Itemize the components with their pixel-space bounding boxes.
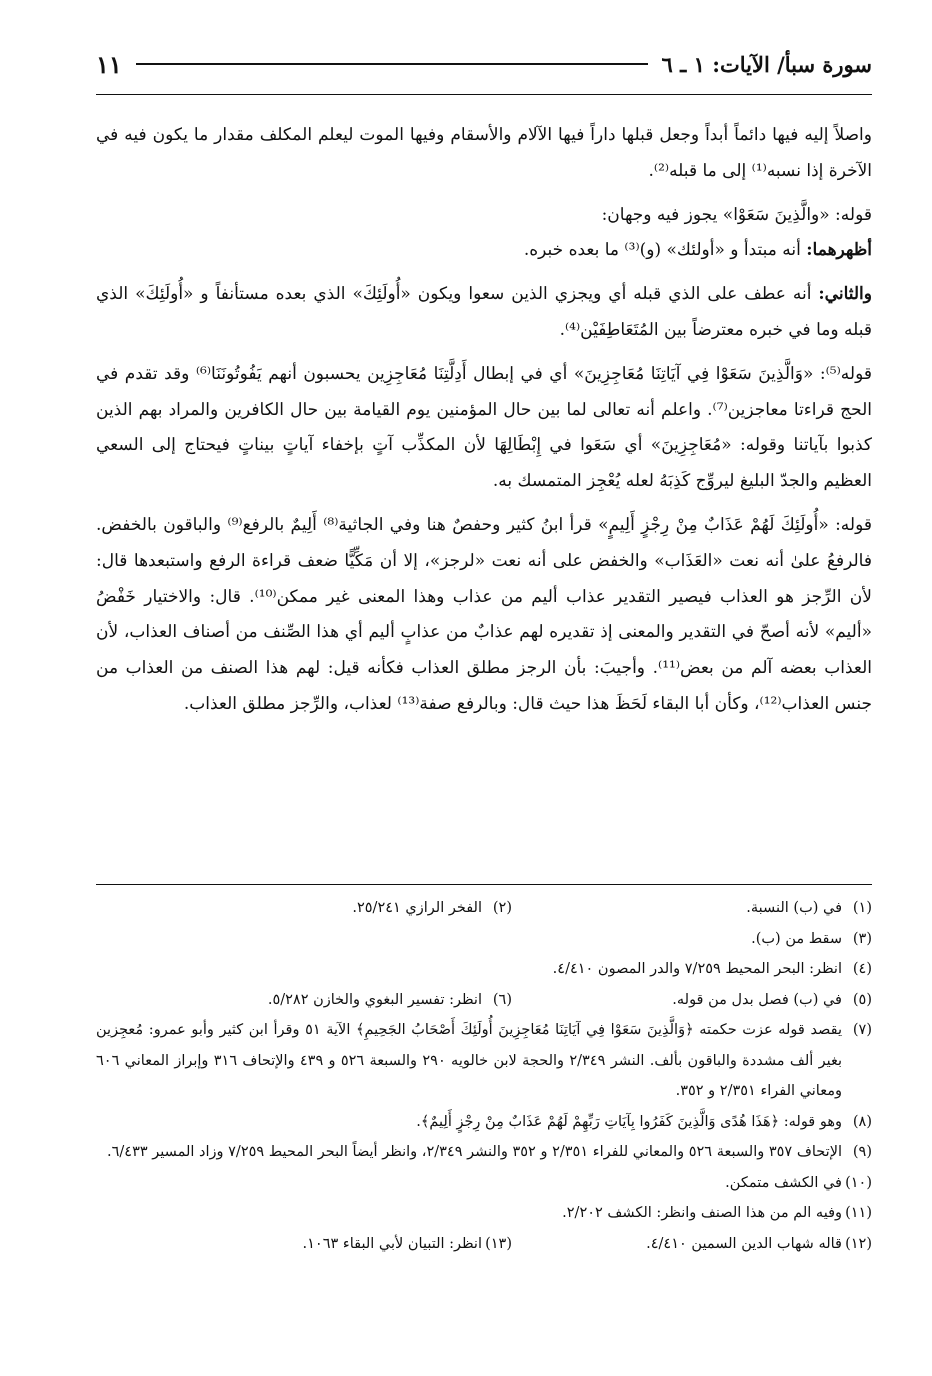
- footnote-12: (١٢) قاله شهاب الدين السمين ٤/٤١٠.: [646, 1235, 872, 1252]
- surah-title: سورة سبأ/ الآيات: ١ ـ ٦: [661, 51, 872, 77]
- footnote-row: [96, 954, 872, 985]
- paragraph: قوله: «والَّذِينَ سَعَوْا» يجوز فيه وجهان:: [601, 204, 872, 225]
- footnote-5: (٥) في (ب) فصل بدل من قوله.: [672, 991, 872, 1008]
- footnote-row: [96, 924, 872, 955]
- paragraph: واصلاً إليه فيها دائماً أبداً وجعل قبلها داراً فيها الآلام والأسقام وفيها الموت ليعلم المكلف مقدار ما يكون فيه في الآخرة إذا نسبه⁽¹⁾ إلى ما قبله⁽²⁾.: [96, 125, 872, 181]
- header-divider: [96, 94, 872, 95]
- paragraph-lead: والثاني:: [818, 284, 872, 305]
- footnote-6: (٦) انظر: تفسير البغوي والخازن ٥/٢٨٢.: [267, 991, 512, 1008]
- paragraph-lead: أظهرهما:: [806, 240, 872, 261]
- footnote-11: (١١) وفيه الم من هذا الصنف وانظر: الكشف ٢/٢٠٢.: [562, 1205, 872, 1221]
- paragraph: أظهرهما: أنه مبتدأ و «أولئك» (و)⁽³⁾ ما بعده خبره.: [523, 240, 872, 261]
- footnote-7: (٧) يقصد قوله عزت حكمته ﴿وَالَّذِينَ سَعَوْا فِي آيَاتِنَا مُعَاجِزِينَ أُولَئِكَ أَصْحَابُ الجَحِيمِ﴾ الآية ٥١ وقرأ ابن كثير وأبو عمرو: مُعجِزين بغير ألف مشددة والباقون بألف. النشر ٢/٣٤٩ والحجة لابن خالويه ٢٩٠ والسبعة ٥٢٦ و ٤٣٩ والإتحاف ٣١٦ وإبراز المعاني ٦٠٦ ومعاني الفراء ٢/٣٥١ و ٣٥٢.: [96, 1022, 872, 1099]
- footnote-row: [96, 893, 872, 924]
- footnote-10: (١٠) في الكشف متمكن.: [725, 1174, 872, 1191]
- footnote-4: (٤) انظر: البحر المحيط ٧/٢٥٩ والدر المصون ٤/٤١٠.: [552, 961, 872, 977]
- footnotes: [96, 893, 872, 1259]
- footnote-divider: [96, 884, 872, 885]
- page-number: ١١: [96, 49, 122, 79]
- footnote-row: [96, 1229, 872, 1260]
- footnote-1: (١) في (ب) النسبة.: [746, 900, 872, 916]
- paragraph: قوله: «أُولَئِكَ لَهُمْ عَذَابٌ مِنْ رِجْزٍ أَلِيمٍ» قرأ ابنُ كثير وحفصٌ هنا وفي الجاثية⁽⁸⁾ أَلِيمٌ بالرفع⁽⁹⁾ والباقون بالخفض. فالرفعُ علىٰ أنه نعت «العَذَاب» والخفض على أنه نعت «لرجز»، إلا أن مَكِّيًّا ضعف قراءة الرفع واستبعدها قال: لأن الرِّجز هو العذاب فيصير التقدير عذاب أليم من عذاب وهذا المعنى غير ممكن⁽¹⁰⁾. قال: والاختيار خَفْضُ «أليم» لأنه أصحّ في التقدير والمعنى إذ تقديره لهم عذابٌ من عذابٍ أليم أي هذا الصِّنف من أصناف العذاب، لأن العذاب بعضه آلم من بعض⁽¹¹⁾. وأجيبَ: بأن الرجز مطلق العذاب فكأنه قيل: لهم هذا الصنف من العذاب من جنس العذاب⁽¹²⁾، وكأن أبا البقاء لَحَظَ هذا حيث قال: وبالرفع صفة⁽¹³⁾ لعذاب، والرِّجز مطلق العذاب.: [96, 514, 872, 714]
- main-text: [96, 118, 872, 723]
- footnote-row: [96, 985, 872, 1016]
- running-header: [96, 40, 872, 88]
- footnote-8: (٨) وهو قوله: ﴿هَذَا هُدًى وَالَّذِينَ كَفَرُوا بِآيَاتِ رَبِّهِمْ لَهُمْ عَذَابٌ مِنْ رِجْزٍ أَلِيمٌ﴾.: [416, 1113, 872, 1130]
- footnote-9: (٩) الإتحاف ٣٥٧ والسبعة ٥٢٦ والمعاني للفراء ٢/٣٥١ و ٣٥٢ والنشر ٢/٣٤٩، وانظر أيضاً البحر المحيط ٧/٢٥٩ وزاد المسير ٦/٤٣٣.: [107, 1144, 872, 1160]
- footnote-13: (١٣) انظر: التبيان لأبي البقاء ١٠٦٣.: [302, 1235, 512, 1252]
- paragraph: قوله⁽⁵⁾: «وَالَّذِينَ سَعَوْا فِي آيَاتِنَا مُعَاجِزِينَ» أي في إبطال أَدِلَّتِنَا مُعَاجِزِين يحسبون أنهم يَفُوتُونَنَا⁽⁶⁾ وقد تقدم في الحج قراءتا معاجزين⁽⁷⁾. واعلم أنه تعالى لما بين حال المؤمنين يوم القيامة بين حال الكافرين والمراد بهم الذين كذبوا بآياتنا وقوله: «مُعَاجِزِينَ» أي سَعَوا في إِبْطَالِهَا لأن المكذِّب آتٍ بإخفاء آياتٍ بيناتٍ فيحتاج إلى السعي العظيم والجدّ البليغ ليروِّج كَذِبَهُ لعله يُعْجِز المتمسك به.: [96, 363, 872, 492]
- header-rule: [136, 63, 648, 65]
- footnote-2: (٢) الفخر الرازي ٢٥/٢٤١.: [352, 900, 512, 916]
- paragraph: والثاني: أنه عطف على الذي قبله أي ويجزي الذين سعوا ويكون «أُولَئِكَ» الذي بعده مستأنفاً و «أُولَئِكَ» الذي قبله وما في خبره معترضاً بين المُتَعَاطِفَيْن⁽⁴⁾.: [96, 284, 872, 340]
- footnote-3: (٣) سقط من (ب).: [751, 930, 872, 947]
